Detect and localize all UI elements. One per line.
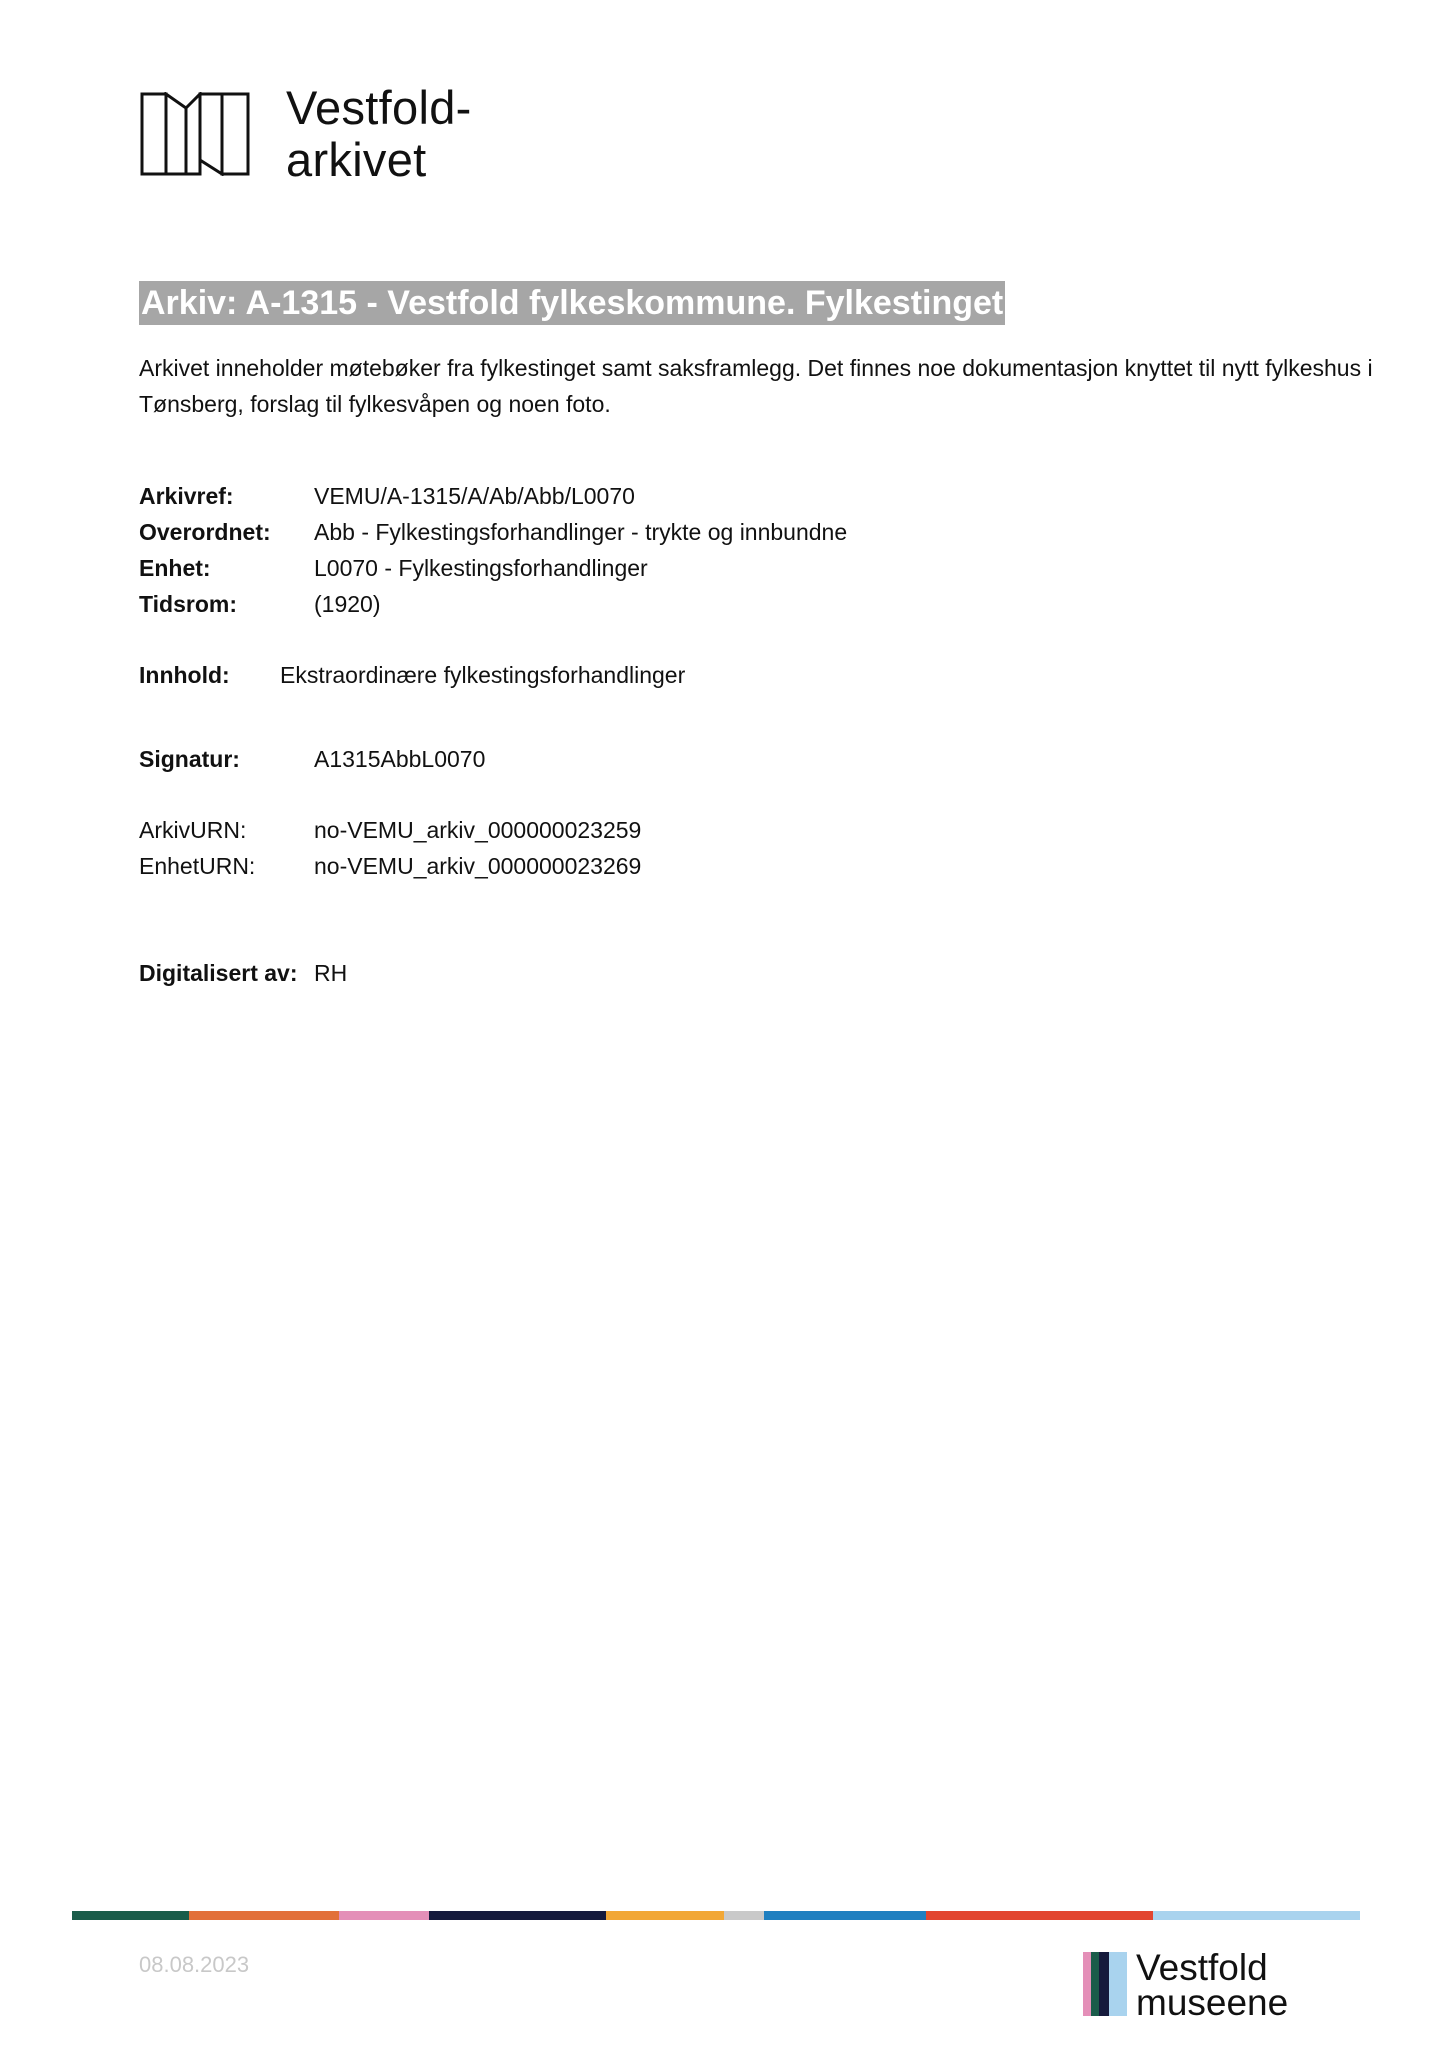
innhold-label: Innhold: [139,662,230,688]
footer-color-band [72,1911,1360,1920]
signatur-value: A1315AbbL0070 [314,746,486,772]
footer-date: 08.08.2023 [139,1952,250,1977]
tidsrom-value: (1920) [314,591,381,617]
enheturn-label: EnhetURN: [139,853,256,879]
overordnet-value: Abb - Fylkestingsforhandlinger - trykte og innbundne [314,519,848,545]
arkivurn-label: ArkivURN: [139,817,247,843]
tidsrom-label: Tidsrom: [139,591,237,617]
band-segment [72,1911,189,1920]
band-segment [1153,1911,1360,1920]
band-segment [926,1911,1153,1920]
logo-line-2: arkivet [286,133,427,186]
archive-title: Arkiv: A-1315 - Vestfold fylkeskommune. Fylkestinget [139,281,1005,325]
band-segment [724,1911,764,1920]
footer-logo-line-2: museene [1136,1982,1289,2023]
enheturn-value: no-VEMU_arkiv_000000023269 [314,853,642,879]
enhet-label: Enhet: [139,555,211,581]
footer-logo-line-1: Vestfold [1136,1947,1268,1988]
vestfoldmuseene-logo-icon [1083,1952,1133,2016]
logo-line-1: Vestfold- [286,81,472,134]
band-segment [339,1911,429,1920]
band-segment [606,1911,724,1920]
archive-description: Arkivet inneholder møtebøker fra fylkestinget samt saksframlegg. Det finnes noe dokumentasjon knyttet til nytt fylkeshus i Tønsberg, forslag til fylkesvåpen og noen foto. [139,355,1373,417]
vestfoldarkivet-logo-icon [140,92,250,176]
arkivref-value: VEMU/A-1315/A/Ab/Abb/L0070 [314,483,635,509]
innhold-value: Ekstraordinære fylkestingsforhandlinger [280,662,686,688]
overordnet-label: Overordnet: [139,519,271,545]
arkivref-label: Arkivref: [139,483,234,509]
enhet-value: L0070 - Fylkestingsforhandlinger [314,555,648,581]
band-segment [429,1911,606,1920]
band-segment [764,1911,926,1920]
digitalisert-label: Digitalisert av: [139,960,298,986]
signatur-label: Signatur: [139,746,240,772]
band-segment [189,1911,339,1920]
arkivurn-value: no-VEMU_arkiv_000000023259 [314,817,642,843]
digitalisert-value: RH [314,960,348,986]
